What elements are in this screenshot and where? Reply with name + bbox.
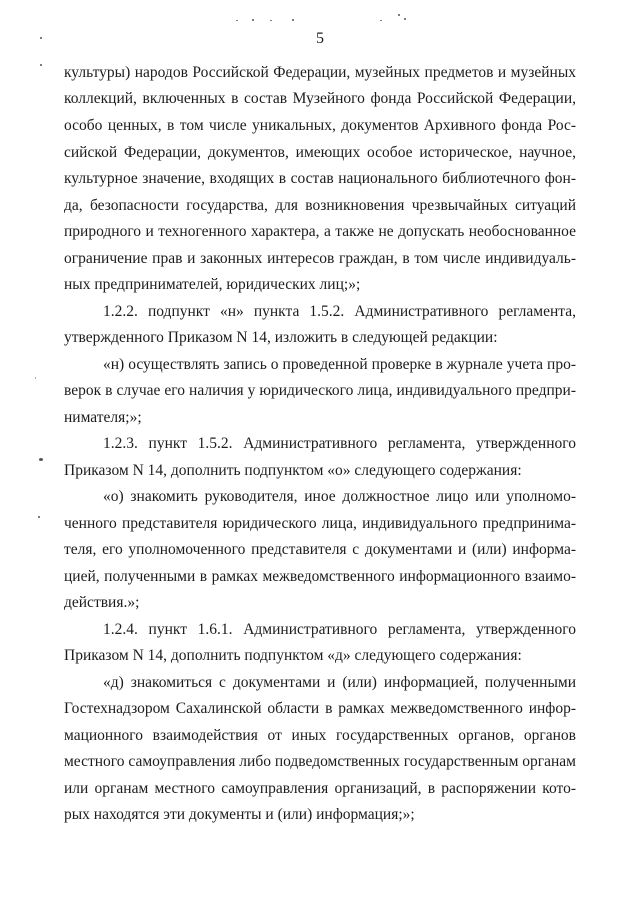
text-line: «о) знакомить руководителя, иное должностное лицо или уполномо- [103, 488, 576, 505]
text-line: местного самоуправления либо подведомственных государственным органам [64, 753, 576, 770]
scan-speck [252, 19, 254, 21]
scan-speck [236, 20, 238, 21]
text-line: да, безопасности государства, для возникновения чрезвычайных ситуаций [64, 197, 576, 214]
text-line: теля, его уполномоченного представителя с документами и (или) информа- [64, 541, 576, 558]
text-line: Приказом N 14, дополнить подпунктом «д» следующего содержания: [64, 647, 522, 664]
text-line: Гостехнадзором Сахалинской области в рамках межведомственного инфор- [64, 700, 576, 717]
scan-speck [270, 20, 272, 21]
text-line: 1.2.4. пункт 1.6.1. Административного регламента, утвержденного [103, 621, 576, 638]
scan-mark: ʿ [34, 376, 37, 386]
text-line: 1.2.3. пункт 1.5.2. Административного регламента, утвержденного [103, 435, 576, 452]
scan-speck [40, 64, 42, 66]
text-line: Приказом N 14, дополнить подпунктом «о» следующего содержания: [64, 462, 522, 479]
text-line: мационного взаимодействия от иных государственных органов, органов [64, 727, 576, 744]
text-line: ченного представителя юридического лица, индивидуального предпринима- [64, 515, 576, 532]
scan-speck [38, 516, 40, 518]
text-line: «д) знакомиться с документами и (или) информацией, полученными [103, 674, 576, 691]
scan-speck [380, 20, 382, 21]
text-line: коллекций, включенных в состав Музейного фонда Российской Федерации, [64, 90, 576, 107]
text-line: верок в случае его наличия у юридического лица, индивидуального предпри- [64, 382, 576, 399]
text-line: ограничение прав и законных интересов граждан, в том числе индивидуаль- [64, 250, 576, 267]
scan-speck [404, 18, 406, 20]
text-line: особо ценных, в том числе уникальных, документов Архивного фонда Рос- [64, 117, 576, 134]
text-line: культуры) народов Российской Федерации, музейных предметов и музейных [64, 64, 576, 81]
text-line: ных предпринимателей, юридических лиц;»; [64, 276, 361, 293]
scan-speck [39, 458, 43, 461]
text-line: 1.2.2. подпункт «н» пункта 1.5.2. Административного регламента, [103, 303, 576, 320]
text-line: утвержденного Приказом N 14, изложить в следующей редакции: [64, 329, 498, 346]
text-line: культурное значение, входящих в состав национального библиотечного фон- [64, 170, 576, 187]
text-line: природного и техногенного характера, а также не допускать необоснованное [64, 223, 576, 240]
text-line: нимателя;»; [64, 409, 142, 426]
text-line: или органам местного самоуправления организаций, в распоряжении кото- [64, 780, 576, 797]
text-line: рых находятся эти документы и (или) информация;»; [64, 806, 415, 823]
text-line: сийской Федерации, документов, имеющих особое историческое, научное, [64, 144, 576, 161]
text-line: цией, полученными в рамках межведомственного информационного взаимо- [64, 568, 576, 585]
page-number: 5 [316, 30, 324, 47]
scan-speck [292, 19, 294, 21]
scan-speck [398, 14, 400, 16]
text-line: «н) осуществлять запись о проведенной проверке в журнале учета про- [103, 356, 576, 373]
text-line: действия.»; [64, 594, 140, 611]
